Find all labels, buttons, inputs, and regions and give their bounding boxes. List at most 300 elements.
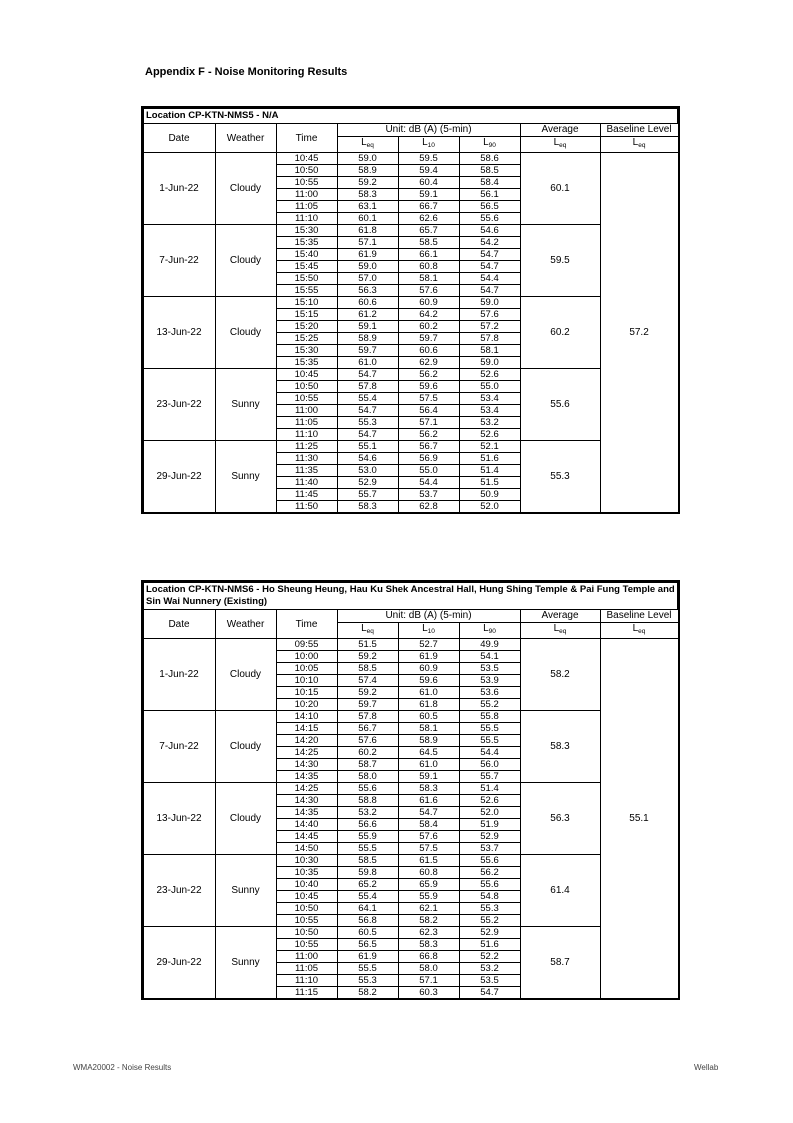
l90-cell: 52.6 xyxy=(459,795,520,807)
leq-header-sub: eq xyxy=(366,628,374,636)
time-cell: 14:20 xyxy=(276,735,337,747)
time-cell: 11:05 xyxy=(276,963,337,975)
table-row xyxy=(143,639,678,651)
l90-cell: 51.5 xyxy=(459,477,520,489)
l90-cell: 54.4 xyxy=(459,747,520,759)
l90-cell: 52.0 xyxy=(459,807,520,819)
l10-cell: 57.1 xyxy=(398,975,459,987)
average-header: Average xyxy=(520,124,600,137)
l90-cell: 54.7 xyxy=(459,987,520,999)
l10-cell: 54.4 xyxy=(398,477,459,489)
leq-cell: 60.5 xyxy=(337,927,398,939)
l10-cell: 54.7 xyxy=(398,807,459,819)
noise-table-nms5 xyxy=(142,107,679,513)
time-cell: 10:50 xyxy=(276,927,337,939)
leq-cell: 58.5 xyxy=(337,663,398,675)
time-cell: 10:00 xyxy=(276,651,337,663)
leq-cell: 61.2 xyxy=(337,309,398,321)
l10-cell: 53.7 xyxy=(398,489,459,501)
time-cell: 10:15 xyxy=(276,687,337,699)
l90-header xyxy=(459,136,520,152)
l90-cell: 53.5 xyxy=(459,975,520,987)
leq-cell: 55.6 xyxy=(337,783,398,795)
leq-cell: 55.7 xyxy=(337,489,398,501)
l10-cell: 62.6 xyxy=(398,213,459,225)
l90-cell: 54.7 xyxy=(459,261,520,273)
l90-cell: 52.0 xyxy=(459,501,520,513)
l90-cell: 55.6 xyxy=(459,879,520,891)
l90-cell: 58.1 xyxy=(459,345,520,357)
leq-cell: 58.9 xyxy=(337,333,398,345)
l10-cell: 60.6 xyxy=(398,345,459,357)
time-cell: 10:50 xyxy=(276,903,337,915)
l10-cell: 61.0 xyxy=(398,687,459,699)
l10-cell: 60.9 xyxy=(398,663,459,675)
weather-cell: Cloudy xyxy=(215,225,276,297)
page-title: Appendix F - Noise Monitoring Results xyxy=(145,66,348,78)
leq-cell: 56.6 xyxy=(337,819,398,831)
l10-cell: 66.7 xyxy=(398,201,459,213)
l90-cell: 53.6 xyxy=(459,687,520,699)
l10-cell: 62.8 xyxy=(398,501,459,513)
date-cell: 29-Jun-22 xyxy=(143,441,215,513)
time-header: Time xyxy=(276,610,337,639)
leq-cell: 63.1 xyxy=(337,201,398,213)
time-cell: 11:45 xyxy=(276,489,337,501)
l10-cell: 64.5 xyxy=(398,747,459,759)
leq-cell: 55.3 xyxy=(337,417,398,429)
leq-cell: 59.2 xyxy=(337,687,398,699)
time-cell: 14:25 xyxy=(276,783,337,795)
baseline-leq-header-main: L xyxy=(632,623,639,635)
leq-cell: 55.5 xyxy=(337,843,398,855)
date-cell: 7-Jun-22 xyxy=(143,225,215,297)
table-row xyxy=(143,369,678,381)
l10-cell: 59.7 xyxy=(398,333,459,345)
l10-cell: 59.1 xyxy=(398,189,459,201)
average-cell: 60.1 xyxy=(520,153,600,225)
leq-header xyxy=(337,622,398,638)
l90-cell: 53.5 xyxy=(459,663,520,675)
time-cell: 14:40 xyxy=(276,819,337,831)
average-cell: 56.3 xyxy=(520,783,600,855)
leq-cell: 59.0 xyxy=(337,261,398,273)
average-cell: 55.6 xyxy=(520,369,600,441)
leq-cell: 61.8 xyxy=(337,225,398,237)
l10-cell: 58.0 xyxy=(398,963,459,975)
l10-cell: 60.4 xyxy=(398,177,459,189)
average-header: Average xyxy=(520,610,600,623)
footer-company: Wellab xyxy=(694,1063,719,1072)
l90-cell: 55.2 xyxy=(459,915,520,927)
time-cell: 15:35 xyxy=(276,357,337,369)
time-cell: 15:30 xyxy=(276,225,337,237)
time-cell: 14:30 xyxy=(276,795,337,807)
l90-cell: 51.6 xyxy=(459,453,520,465)
l10-cell: 56.9 xyxy=(398,453,459,465)
l90-cell: 56.1 xyxy=(459,189,520,201)
location-title: Location CP-KTN-NMS6 - Ho Sheung Heung, Hau Ku Shek Ancestral Hall, Hung Shing Temple & Pai Fung Temple and Sin Wai Nunnery (Existing) xyxy=(143,582,678,610)
l10-cell: 62.3 xyxy=(398,927,459,939)
l90-cell: 55.6 xyxy=(459,213,520,225)
time-header: Time xyxy=(276,124,337,153)
weather-cell: Sunny xyxy=(215,927,276,999)
average-cell: 61.4 xyxy=(520,855,600,927)
l90-cell: 58.5 xyxy=(459,165,520,177)
l10-cell: 58.2 xyxy=(398,915,459,927)
l90-header-sub: 90 xyxy=(488,628,496,636)
time-cell: 14:15 xyxy=(276,723,337,735)
time-cell: 10:30 xyxy=(276,855,337,867)
weather-cell: Cloudy xyxy=(215,639,276,711)
average-cell: 60.2 xyxy=(520,297,600,369)
footer-document-id: WMA20002 - Noise Results xyxy=(73,1063,172,1072)
l90-cell: 53.7 xyxy=(459,843,520,855)
date-cell: 13-Jun-22 xyxy=(143,297,215,369)
time-cell: 10:55 xyxy=(276,915,337,927)
l90-cell: 56.5 xyxy=(459,201,520,213)
l90-cell: 56.0 xyxy=(459,759,520,771)
l90-cell: 55.5 xyxy=(459,735,520,747)
leq-cell: 54.7 xyxy=(337,369,398,381)
l10-cell: 59.5 xyxy=(398,153,459,165)
leq-cell: 56.3 xyxy=(337,285,398,297)
time-cell: 14:10 xyxy=(276,711,337,723)
weather-cell: Sunny xyxy=(215,441,276,513)
time-cell: 10:40 xyxy=(276,879,337,891)
time-cell: 15:10 xyxy=(276,297,337,309)
time-cell: 10:45 xyxy=(276,891,337,903)
l10-cell: 60.2 xyxy=(398,321,459,333)
date-cell: 29-Jun-22 xyxy=(143,927,215,999)
leq-header xyxy=(337,136,398,152)
l90-cell: 49.9 xyxy=(459,639,520,651)
noise-table-nms6 xyxy=(142,581,679,999)
location-row xyxy=(143,582,678,610)
header-row xyxy=(143,610,678,623)
average-cell: 59.5 xyxy=(520,225,600,297)
l10-cell: 60.9 xyxy=(398,297,459,309)
leq-cell: 60.2 xyxy=(337,747,398,759)
time-cell: 10:45 xyxy=(276,369,337,381)
l90-cell: 53.2 xyxy=(459,963,520,975)
time-cell: 15:25 xyxy=(276,333,337,345)
l10-cell: 61.0 xyxy=(398,759,459,771)
l10-cell: 65.9 xyxy=(398,879,459,891)
l10-cell: 58.1 xyxy=(398,273,459,285)
l90-header xyxy=(459,622,520,638)
leq-cell: 59.7 xyxy=(337,699,398,711)
table-row xyxy=(143,927,678,939)
leq-cell: 53.2 xyxy=(337,807,398,819)
leq-cell: 57.8 xyxy=(337,711,398,723)
date-cell: 23-Jun-22 xyxy=(143,369,215,441)
l10-cell: 57.6 xyxy=(398,285,459,297)
time-cell: 15:40 xyxy=(276,249,337,261)
leq-cell: 60.1 xyxy=(337,213,398,225)
l90-cell: 54.1 xyxy=(459,651,520,663)
date-cell: 23-Jun-22 xyxy=(143,855,215,927)
leq-cell: 58.8 xyxy=(337,795,398,807)
l10-cell: 57.1 xyxy=(398,417,459,429)
l90-cell: 52.1 xyxy=(459,441,520,453)
l10-cell: 56.7 xyxy=(398,441,459,453)
leq-cell: 58.0 xyxy=(337,771,398,783)
baseline-leq-header xyxy=(600,622,678,638)
l10-cell: 58.1 xyxy=(398,723,459,735)
location-title: Location CP-KTN-NMS5 - N/A xyxy=(143,108,678,124)
time-cell: 10:55 xyxy=(276,393,337,405)
l90-cell: 50.9 xyxy=(459,489,520,501)
time-cell: 10:35 xyxy=(276,867,337,879)
date-header: Date xyxy=(143,124,215,153)
leq-cell: 55.9 xyxy=(337,831,398,843)
time-cell: 11:00 xyxy=(276,189,337,201)
l90-cell: 54.7 xyxy=(459,285,520,297)
average-cell: 55.3 xyxy=(520,441,600,513)
l90-cell: 53.4 xyxy=(459,393,520,405)
leq-cell: 52.9 xyxy=(337,477,398,489)
time-cell: 15:30 xyxy=(276,345,337,357)
time-cell: 11:50 xyxy=(276,501,337,513)
l10-cell: 58.4 xyxy=(398,819,459,831)
leq-cell: 56.7 xyxy=(337,723,398,735)
average-cell: 58.3 xyxy=(520,711,600,783)
leq-header-sub: eq xyxy=(366,142,374,150)
time-cell: 11:00 xyxy=(276,405,337,417)
l10-cell: 57.5 xyxy=(398,843,459,855)
time-cell: 11:40 xyxy=(276,477,337,489)
l10-cell: 61.9 xyxy=(398,651,459,663)
l10-header-main: L xyxy=(422,623,428,635)
weather-header: Weather xyxy=(215,610,276,639)
baseline-leq-header-sub: eq xyxy=(638,628,646,636)
baseline-header: Baseline Level xyxy=(600,124,678,137)
time-cell: 10:10 xyxy=(276,675,337,687)
time-cell: 11:05 xyxy=(276,201,337,213)
leq-cell: 55.3 xyxy=(337,975,398,987)
leq-cell: 55.1 xyxy=(337,441,398,453)
leq-cell: 53.0 xyxy=(337,465,398,477)
table-row xyxy=(143,441,678,453)
l10-cell: 56.2 xyxy=(398,369,459,381)
l10-cell: 58.3 xyxy=(398,939,459,951)
leq-cell: 59.7 xyxy=(337,345,398,357)
l90-cell: 59.0 xyxy=(459,297,520,309)
time-cell: 15:15 xyxy=(276,309,337,321)
time-cell: 11:05 xyxy=(276,417,337,429)
leq-cell: 59.0 xyxy=(337,153,398,165)
l90-header-main: L xyxy=(483,623,489,635)
time-cell: 14:45 xyxy=(276,831,337,843)
time-cell: 15:20 xyxy=(276,321,337,333)
l10-cell: 60.3 xyxy=(398,987,459,999)
l10-cell: 60.8 xyxy=(398,261,459,273)
leq-cell: 55.4 xyxy=(337,393,398,405)
l90-cell: 54.4 xyxy=(459,273,520,285)
l90-cell: 53.4 xyxy=(459,405,520,417)
l90-cell: 55.5 xyxy=(459,723,520,735)
l90-cell: 54.6 xyxy=(459,225,520,237)
l90-cell: 57.6 xyxy=(459,309,520,321)
leq-cell: 58.3 xyxy=(337,189,398,201)
average-leq-header-main: L xyxy=(553,623,560,635)
l10-cell: 62.1 xyxy=(398,903,459,915)
leq-cell: 61.9 xyxy=(337,249,398,261)
date-cell: 13-Jun-22 xyxy=(143,783,215,855)
weather-cell: Sunny xyxy=(215,369,276,441)
table-row xyxy=(143,225,678,237)
l90-cell: 52.2 xyxy=(459,951,520,963)
l10-cell: 61.5 xyxy=(398,855,459,867)
baseline-leq-header xyxy=(600,136,678,152)
l10-cell: 66.8 xyxy=(398,951,459,963)
leq-cell: 57.4 xyxy=(337,675,398,687)
baseline-header: Baseline Level xyxy=(600,610,678,623)
leq-cell: 64.1 xyxy=(337,903,398,915)
table-row xyxy=(143,711,678,723)
time-cell: 15:50 xyxy=(276,273,337,285)
table-row xyxy=(143,783,678,795)
weather-cell: Cloudy xyxy=(215,711,276,783)
l10-cell: 59.4 xyxy=(398,165,459,177)
time-cell: 10:20 xyxy=(276,699,337,711)
time-cell: 15:55 xyxy=(276,285,337,297)
leq-cell: 54.7 xyxy=(337,405,398,417)
l90-cell: 59.0 xyxy=(459,357,520,369)
leq-cell: 59.2 xyxy=(337,177,398,189)
time-cell: 15:35 xyxy=(276,237,337,249)
baseline-leq-header-sub: eq xyxy=(638,142,646,150)
l10-cell: 58.5 xyxy=(398,237,459,249)
baseline-cell: 57.2 xyxy=(600,153,678,513)
l90-cell: 52.6 xyxy=(459,429,520,441)
l90-cell: 58.4 xyxy=(459,177,520,189)
leq-cell: 60.6 xyxy=(337,297,398,309)
location-row xyxy=(143,108,678,124)
l10-cell: 59.1 xyxy=(398,771,459,783)
l10-cell: 61.8 xyxy=(398,699,459,711)
l10-cell: 58.3 xyxy=(398,783,459,795)
time-cell: 10:50 xyxy=(276,381,337,393)
l10-cell: 59.6 xyxy=(398,675,459,687)
date-cell: 7-Jun-22 xyxy=(143,711,215,783)
time-cell: 10:55 xyxy=(276,177,337,189)
l10-header-main: L xyxy=(422,137,428,149)
time-cell: 10:05 xyxy=(276,663,337,675)
time-cell: 11:10 xyxy=(276,429,337,441)
l90-cell: 54.7 xyxy=(459,249,520,261)
time-cell: 14:30 xyxy=(276,759,337,771)
l90-cell: 53.9 xyxy=(459,675,520,687)
l90-cell: 54.2 xyxy=(459,237,520,249)
l10-header xyxy=(398,622,459,638)
leq-cell: 59.8 xyxy=(337,867,398,879)
leq-cell: 56.5 xyxy=(337,939,398,951)
leq-cell: 57.8 xyxy=(337,381,398,393)
time-cell: 11:00 xyxy=(276,951,337,963)
weather-cell: Cloudy xyxy=(215,153,276,225)
l90-cell: 51.9 xyxy=(459,819,520,831)
average-leq-header-sub: eq xyxy=(559,142,567,150)
baseline-leq-header-main: L xyxy=(632,137,639,149)
time-cell: 14:35 xyxy=(276,807,337,819)
l10-cell: 58.9 xyxy=(398,735,459,747)
l10-cell: 56.4 xyxy=(398,405,459,417)
date-cell: 1-Jun-22 xyxy=(143,153,215,225)
leq-cell: 56.8 xyxy=(337,915,398,927)
l90-cell: 52.9 xyxy=(459,927,520,939)
leq-cell: 57.1 xyxy=(337,237,398,249)
average-cell: 58.2 xyxy=(520,639,600,711)
table-row xyxy=(143,153,678,165)
leq-cell: 54.6 xyxy=(337,453,398,465)
l10-header-sub: 10 xyxy=(427,628,435,636)
time-cell: 11:15 xyxy=(276,987,337,999)
date-cell: 1-Jun-22 xyxy=(143,639,215,711)
table-row xyxy=(143,297,678,309)
leq-cell: 58.7 xyxy=(337,759,398,771)
l90-cell: 58.6 xyxy=(459,153,520,165)
l90-cell: 55.0 xyxy=(459,381,520,393)
l90-cell: 51.4 xyxy=(459,783,520,795)
l10-cell: 56.2 xyxy=(398,429,459,441)
l90-cell: 52.6 xyxy=(459,369,520,381)
l90-header-sub: 90 xyxy=(488,142,496,150)
average-leq-header-sub: eq xyxy=(559,628,567,636)
l10-header xyxy=(398,136,459,152)
l90-cell: 52.9 xyxy=(459,831,520,843)
time-cell: 14:50 xyxy=(276,843,337,855)
l90-cell: 55.6 xyxy=(459,855,520,867)
leq-cell: 57.6 xyxy=(337,735,398,747)
l90-header-main: L xyxy=(483,137,489,149)
time-cell: 11:25 xyxy=(276,441,337,453)
l90-cell: 55.3 xyxy=(459,903,520,915)
l10-cell: 55.0 xyxy=(398,465,459,477)
time-cell: 10:55 xyxy=(276,939,337,951)
l90-cell: 56.2 xyxy=(459,867,520,879)
l10-cell: 66.1 xyxy=(398,249,459,261)
weather-header: Weather xyxy=(215,124,276,153)
l10-cell: 61.6 xyxy=(398,795,459,807)
l10-cell: 62.9 xyxy=(398,357,459,369)
leq-cell: 57.0 xyxy=(337,273,398,285)
l90-cell: 51.6 xyxy=(459,939,520,951)
weather-cell: Cloudy xyxy=(215,297,276,369)
leq-cell: 55.5 xyxy=(337,963,398,975)
leq-cell: 59.2 xyxy=(337,651,398,663)
baseline-cell: 55.1 xyxy=(600,639,678,999)
date-header: Date xyxy=(143,610,215,639)
time-cell: 09:55 xyxy=(276,639,337,651)
time-cell: 14:35 xyxy=(276,771,337,783)
time-cell: 11:30 xyxy=(276,453,337,465)
time-cell: 11:35 xyxy=(276,465,337,477)
time-cell: 15:45 xyxy=(276,261,337,273)
l90-cell: 55.8 xyxy=(459,711,520,723)
leq-cell: 51.5 xyxy=(337,639,398,651)
l90-cell: 53.2 xyxy=(459,417,520,429)
l90-cell: 55.2 xyxy=(459,699,520,711)
leq-cell: 58.9 xyxy=(337,165,398,177)
l90-cell: 57.2 xyxy=(459,321,520,333)
leq-cell: 61.9 xyxy=(337,951,398,963)
time-cell: 11:10 xyxy=(276,213,337,225)
table-row xyxy=(143,855,678,867)
leq-cell: 58.5 xyxy=(337,855,398,867)
time-cell: 11:10 xyxy=(276,975,337,987)
